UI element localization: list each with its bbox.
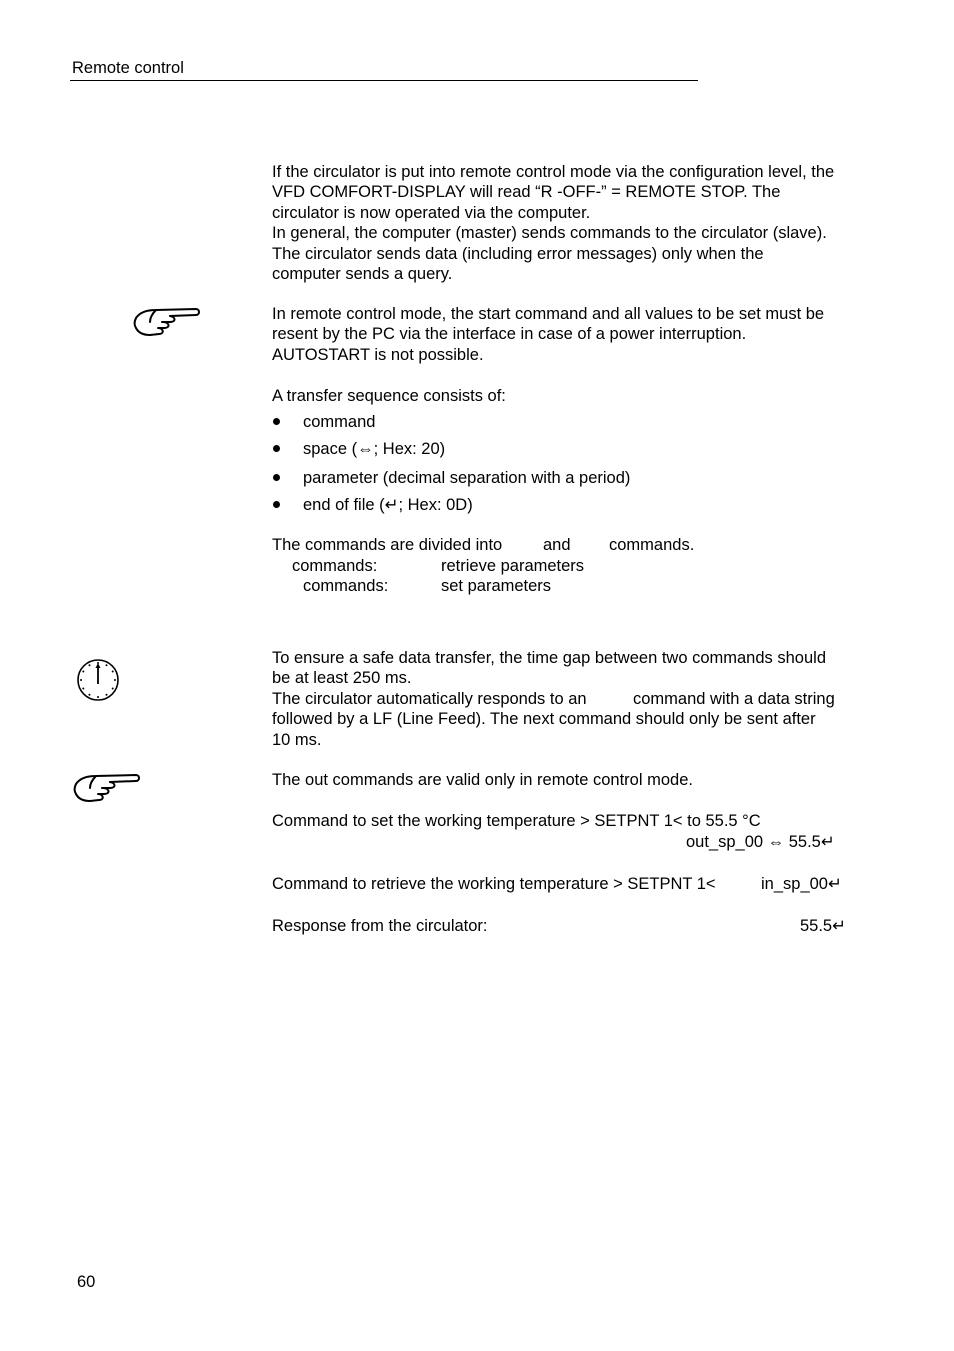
intro-line: The circulator sends data (including error messages) only when the	[272, 244, 764, 263]
note-line: AUTOSTART is not possible.	[272, 345, 484, 364]
intro-line: computer sends a query.	[272, 265, 453, 284]
commands-intro-part1: The commands are divided into	[272, 536, 503, 554]
timing-line: followed by a LF (Line Feed). The next command should only be sent after	[272, 710, 816, 729]
timing-line: 10 ms.	[272, 730, 322, 749]
list-item: space (⇔; Hex: 20)	[303, 440, 446, 458]
note-line: In remote control mode, the start command and all values to be set must be	[272, 305, 825, 323]
commands-intro-part3: commands.	[609, 536, 695, 554]
list-item: command	[303, 413, 376, 431]
out-commands-label: commands:	[303, 577, 389, 595]
commands-intro-part2: and	[543, 536, 571, 554]
example-set-command: out_sp_00 ⇔ 55.5↵	[686, 833, 835, 851]
intro-line: If the circulator is put into remote control mode via the configuration level, the	[272, 163, 835, 181]
intro-line: In general, the computer (master) sends commands to the circulator (slave).	[272, 224, 827, 243]
list-item: end of file (↵; Hex: 0D)	[303, 496, 473, 514]
intro-line: circulator is now operated via the computer.	[272, 203, 591, 222]
example-set-desc: Command to set the working temperature > SETPNT 1< to 55.5 °C	[272, 812, 761, 830]
bullet	[272, 439, 282, 459]
timing-paragraph	[272, 648, 882, 750]
timing-line-part: command with a data string	[633, 689, 835, 708]
in-commands-desc: retrieve parameters	[441, 557, 585, 575]
example-response-desc: Response from the circulator:	[272, 917, 488, 935]
note-remote-control	[272, 304, 882, 365]
header-rule	[70, 80, 698, 81]
running-header: Remote control	[72, 59, 184, 77]
page-number: 60	[77, 1273, 96, 1291]
bullet	[272, 468, 282, 488]
bullet	[272, 495, 282, 515]
out-commands-desc: set parameters	[441, 577, 552, 595]
example-get-desc: Command to retrieve the working temperature > SETPNT 1<	[272, 875, 716, 893]
pointing-hand-icon	[132, 304, 204, 340]
note-out-commands: The out commands are valid only in remote control mode.	[272, 771, 693, 789]
example-get-command: in_sp_00↵	[761, 875, 842, 893]
pointing-hand-icon	[72, 770, 144, 806]
list-item: parameter (decimal separation with a period)	[303, 469, 631, 487]
intro-paragraph	[272, 162, 882, 284]
clock-icon	[76, 658, 120, 702]
in-commands-label: commands:	[292, 557, 378, 575]
intro-line: VFD COMFORT-DISPLAY will read “R -OFF-” = REMOTE STOP. The	[272, 183, 781, 202]
transfer-intro: A transfer sequence consists of:	[272, 387, 506, 405]
example-response-value: 55.5↵	[800, 917, 846, 935]
timing-line-part: The circulator automatically responds to an	[272, 689, 587, 708]
timing-line: be at least 250 ms.	[272, 669, 412, 688]
timing-line: To ensure a safe data transfer, the time gap between two commands should	[272, 649, 826, 667]
note-line: resent by the PC via the interface in case of a power interruption.	[272, 325, 747, 344]
bullet	[272, 412, 282, 432]
